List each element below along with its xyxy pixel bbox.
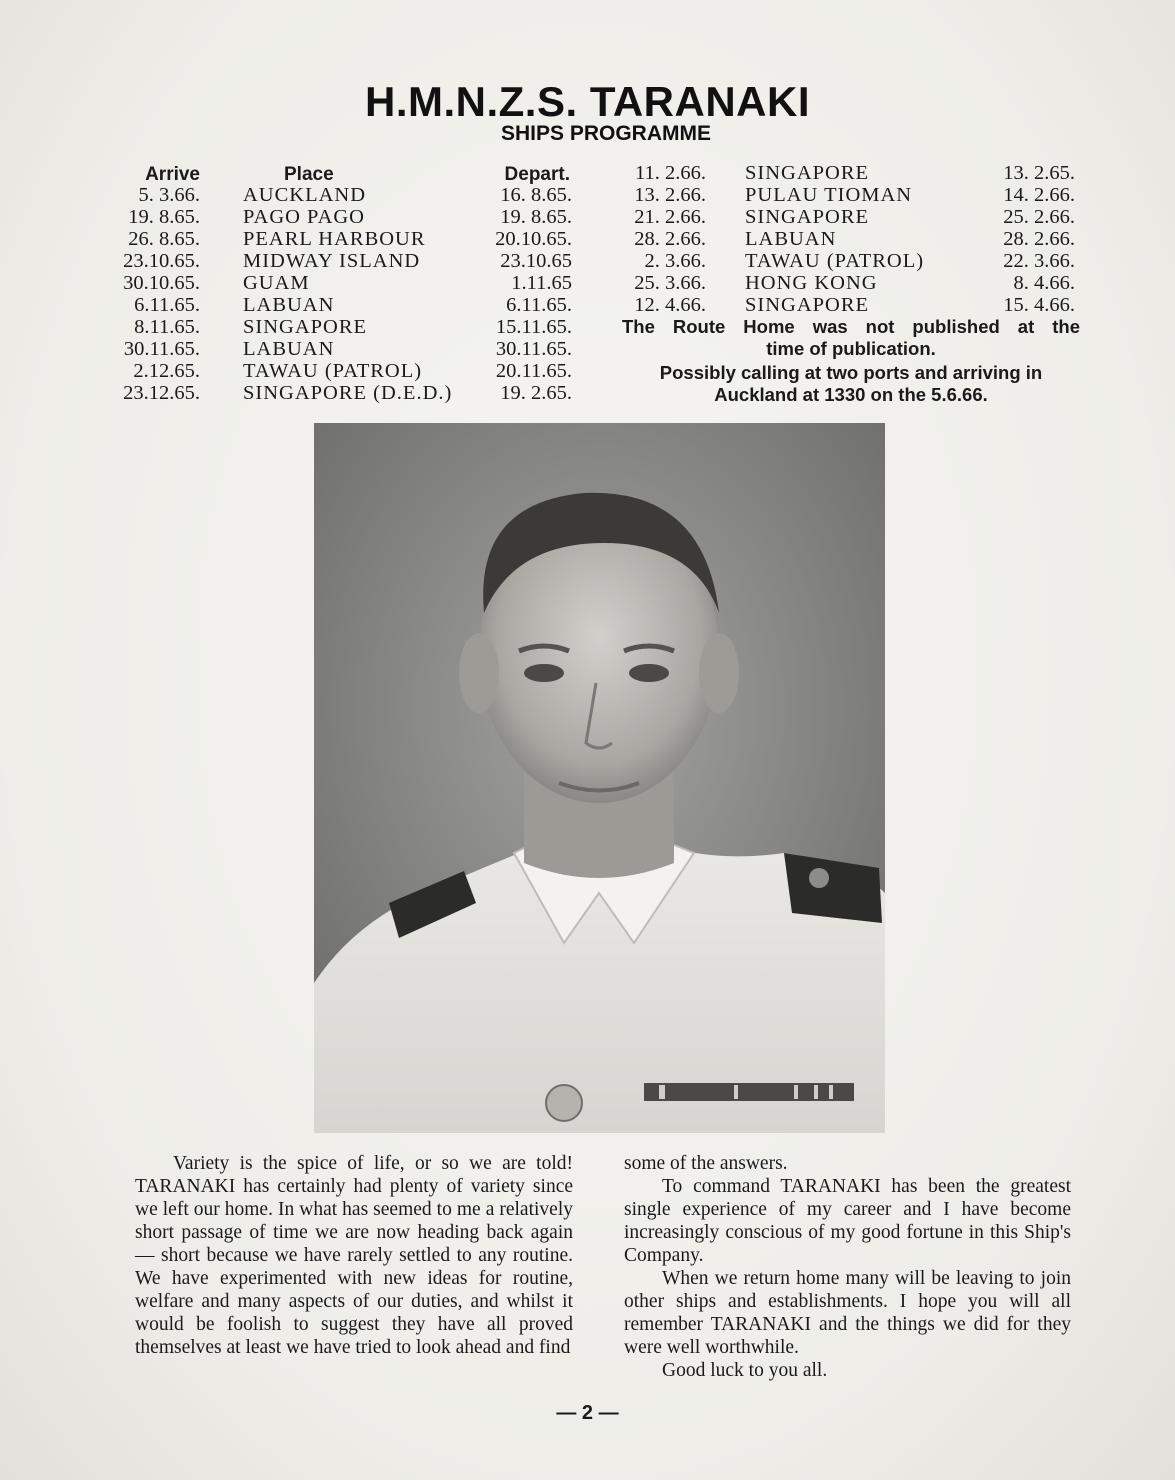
place-name: LABUAN — [243, 338, 335, 360]
arrive-date: 6.11.65. — [134, 294, 200, 316]
arrive-date: 2.12.65. — [133, 360, 200, 382]
arrive-date: 8.11.65. — [134, 316, 200, 338]
depart-date: 22. 3.66. — [1003, 250, 1075, 272]
place-name: TAWAU (PATROL) — [745, 250, 925, 272]
arrive-date: 30.11.65. — [123, 338, 200, 360]
place-name: MIDWAY ISLAND — [243, 250, 421, 272]
depart-date: 1.11.65 — [511, 272, 572, 294]
place-name: GUAM — [243, 272, 310, 294]
page-subtitle: SHIPS PROGRAMME — [500, 122, 712, 145]
captain-portrait-photo — [314, 423, 885, 1133]
place-name: PULAU TIOMAN — [745, 184, 913, 206]
arrive-date: 28. 2.66. — [634, 228, 706, 250]
column-header-place: Place — [284, 164, 334, 185]
route-note-line: The Route Home was not published at the — [622, 316, 1080, 337]
place-name: PEARL HARBOUR — [243, 228, 426, 250]
place-name: PAGO PAGO — [243, 206, 365, 228]
place-name: AUCKLAND — [243, 184, 367, 206]
depart-date: 15. 4.66. — [1003, 294, 1075, 316]
place-name: HONG KONG — [745, 272, 878, 294]
message-paragraph: When we return home many will be leaving to join other ships and establishments. I hope you will all remember TARANAKI and the things we did for they were well worthwhile. — [624, 1268, 1071, 1358]
arrive-date: 2. 3.66. — [644, 250, 706, 272]
column-header-arrive: Arrive — [145, 164, 200, 185]
route-note-line: time of publication. — [766, 338, 936, 359]
place-name: SINGAPORE — [745, 294, 870, 316]
depart-date: 16. 8.65. — [500, 184, 572, 206]
depart-date: 6.11.65. — [506, 294, 572, 316]
message-column-right — [624, 1152, 1071, 1382]
arrive-date: 12. 4.66. — [634, 294, 706, 316]
arrive-date: 11. 2.66. — [635, 162, 706, 184]
depart-date: 30.11.65. — [495, 338, 572, 360]
arrive-date: 25. 3.66. — [634, 272, 706, 294]
page-title: H.M.N.Z.S. TARANAKI — [364, 78, 811, 125]
place-name: SINGAPORE (D.E.D.) — [243, 382, 453, 404]
place-name: TAWAU (PATROL) — [243, 360, 423, 382]
depart-date: 19. 2.65. — [500, 382, 572, 404]
arrive-date: 19. 8.65. — [128, 206, 200, 228]
arrive-date: 13. 2.66. — [634, 184, 706, 206]
arrive-date: 26. 8.65. — [128, 228, 200, 250]
message-column-left — [135, 1152, 573, 1359]
route-note-line: Possibly calling at two ports and arriving in — [659, 362, 1043, 383]
depart-date: 14. 2.66. — [1003, 184, 1075, 206]
depart-date: 23.10.65 — [500, 250, 572, 272]
depart-date: 20.11.65. — [495, 360, 572, 382]
place-name: LABUAN — [745, 228, 837, 250]
place-name: SINGAPORE — [745, 162, 870, 184]
place-name: SINGAPORE — [745, 206, 870, 228]
message-paragraph: To command TARANAKI has been the greatest single experience of my career and I have become increasingly conscious of my good fortune in this Ship's Company. — [624, 1176, 1071, 1266]
message-paragraph: Variety is the spice of life, or so we are told! TARANAKI has certainly had plenty of variety since we left our home. In what has seemed to me a relatively short passage of time we are now heading back again — short because we have rarely settled to any routine. We have experimented with new ideas for routine, welfare and many aspects of our duties, and whilst it would be foolish to suggest they have all proved themselves at least we have tried to look ahead and find — [135, 1153, 573, 1358]
depart-date: 13. 2.65. — [1003, 162, 1075, 184]
depart-date: 19. 8.65. — [500, 206, 572, 228]
arrive-date: 30.10.65. — [123, 272, 200, 294]
place-name: LABUAN — [243, 294, 335, 316]
arrive-date: 23.12.65. — [123, 382, 200, 404]
route-note-line: Auckland at 1330 on the 5.6.66. — [714, 384, 988, 405]
depart-date: 15.11.65. — [495, 316, 572, 338]
arrive-date: 5. 3.66. — [138, 184, 200, 206]
depart-date: 20.10.65. — [495, 228, 572, 250]
message-paragraph: some of the answers. — [624, 1153, 788, 1174]
page-number: — 2 — — [556, 1402, 619, 1424]
depart-date: 25. 2.66. — [1003, 206, 1075, 228]
depart-date: 28. 2.66. — [1003, 228, 1075, 250]
column-header-depart: Depart. — [504, 164, 570, 185]
route-note — [622, 316, 1080, 406]
arrive-date: 21. 2.66. — [634, 206, 706, 228]
message-paragraph: Good luck to you all. — [662, 1360, 828, 1381]
arrive-date: 23.10.65. — [123, 250, 200, 272]
place-name: SINGAPORE — [243, 316, 368, 338]
depart-date: 8. 4.66. — [1013, 272, 1075, 294]
